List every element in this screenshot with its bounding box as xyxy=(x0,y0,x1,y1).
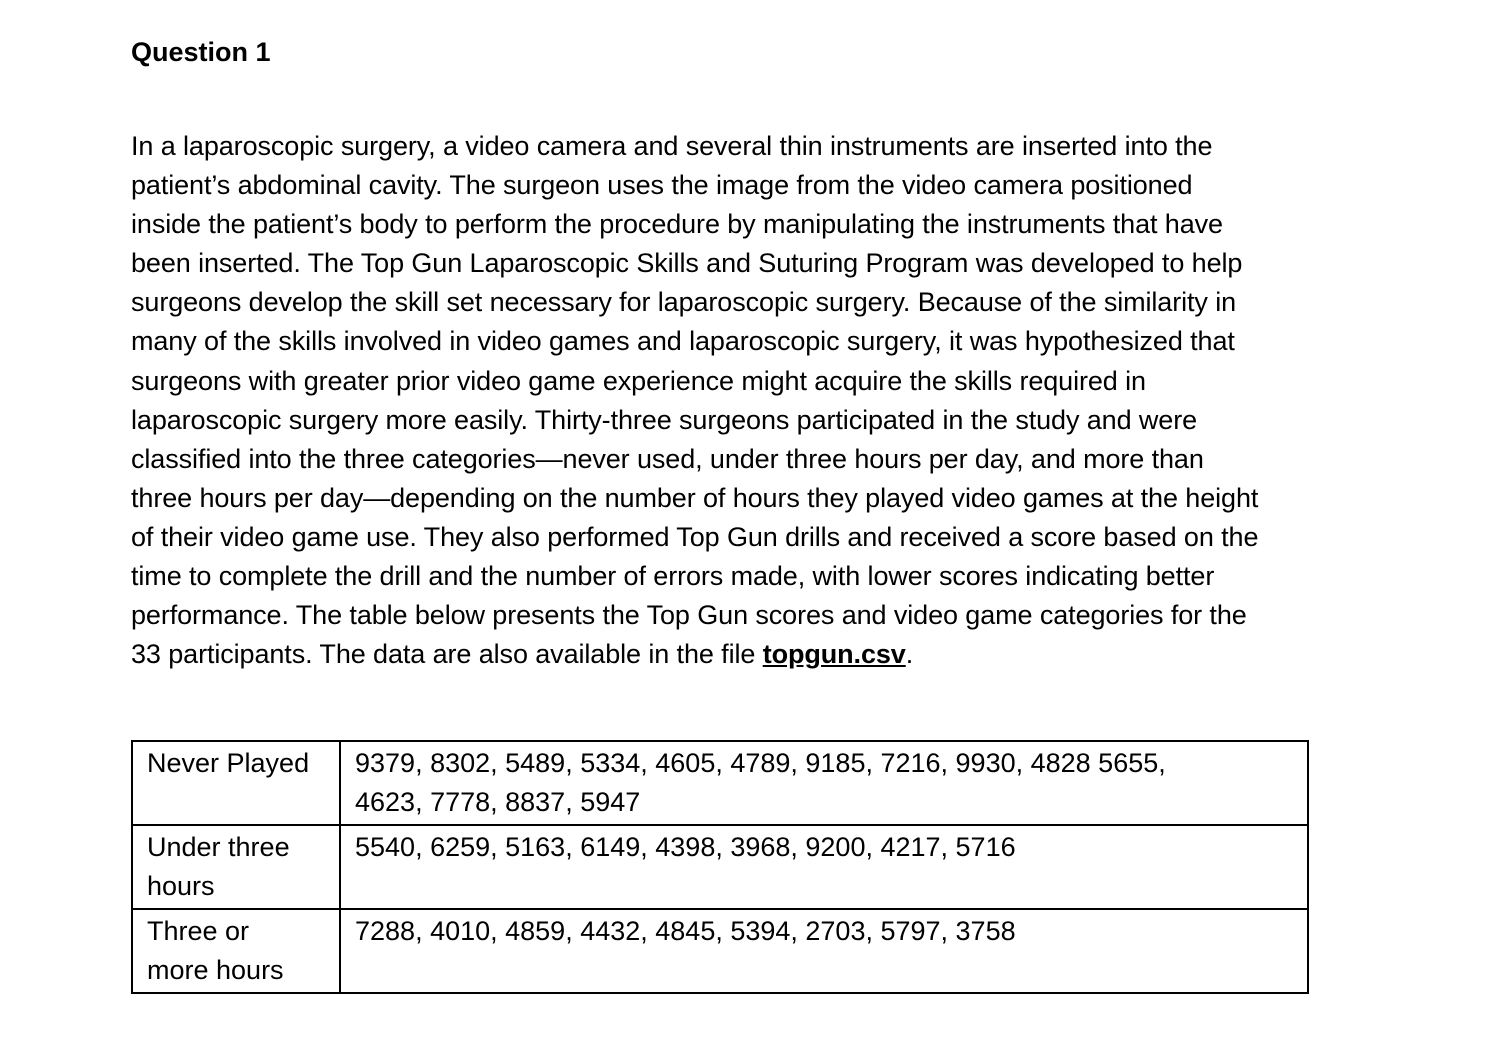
paragraph-last-line xyxy=(131,635,1391,674)
topgun-csv-link[interactable]: topgun.csv xyxy=(762,639,906,670)
scores-cell xyxy=(340,909,1308,993)
scores-table xyxy=(131,740,1309,994)
paragraph-line: laparoscopic surgery more easily. Thirty-three surgeons participated in the study and were xyxy=(131,404,1198,435)
category-label: hours xyxy=(147,871,215,901)
category-cell xyxy=(132,741,340,825)
question-paragraph xyxy=(131,127,1391,674)
paragraph-line: three hours per day—depending on the number of hours they played video games at the height xyxy=(131,482,1259,513)
last-line-period: . xyxy=(905,639,914,670)
paragraph-line: time to complete the drill and the number of errors made, with lower scores indicating better xyxy=(131,561,1215,592)
scores-text: 7288, 4010, 4859, 4432, 4845, 5394, 2703, 5797, 3758 xyxy=(355,916,1016,946)
table-row xyxy=(132,741,1308,825)
paragraph-line: classified into the three categories—never used, under three hours per day, and more than xyxy=(131,443,1204,474)
scores-cell xyxy=(340,741,1308,825)
question-section xyxy=(131,30,1391,674)
paragraph-line: inside the patient’s body to perform the procedure by manipulating the instruments that have xyxy=(131,209,1223,240)
last-line-text: 33 participants. The data are also available in the file xyxy=(131,639,763,670)
scores-text: 5540, 6259, 5163, 6149, 4398, 3968, 9200, 4217, 5716 xyxy=(355,832,1016,862)
table-row xyxy=(132,909,1308,993)
scores-text: 4623, 7778, 8837, 5947 xyxy=(355,787,641,817)
paragraph-line: performance. The table below presents the Top Gun scores and video game categories for the xyxy=(131,600,1247,631)
category-label: Under three xyxy=(147,832,290,862)
paragraph-line: patient’s abdominal cavity. The surgeon uses the image from the video camera positioned xyxy=(131,170,1193,201)
paragraph-line: many of the skills involved in video games and laparoscopic surgery, it was hypothesized that xyxy=(131,326,1235,357)
paragraph-line: been inserted. The Top Gun Laparoscopic Skills and Suturing Program was developed to help xyxy=(131,248,1243,279)
category-label: more hours xyxy=(147,955,284,985)
scores-cell xyxy=(340,825,1308,909)
category-cell xyxy=(132,909,340,993)
paragraph-line: surgeons develop the skill set necessary for laparoscopic surgery. Because of the similarity in xyxy=(131,287,1237,318)
category-cell xyxy=(132,825,340,909)
category-label: Never Played xyxy=(147,748,310,778)
paragraph-line: surgeons with greater prior video game experience might acquire the skills required in xyxy=(131,365,1146,396)
scores-text: 9379, 8302, 5489, 5334, 4605, 4789, 9185, 7216, 9930, 4828 5655, xyxy=(355,748,1166,778)
table-row xyxy=(132,825,1308,909)
category-label: Three or xyxy=(147,916,250,946)
paragraph-line: In a laparoscopic surgery, a video camera and several thin instruments are inserted into the xyxy=(131,131,1213,161)
question-heading: Question 1 xyxy=(131,37,271,67)
paragraph-line: of their video game use. They also performed Top Gun drills and received a score based on the xyxy=(131,521,1259,552)
